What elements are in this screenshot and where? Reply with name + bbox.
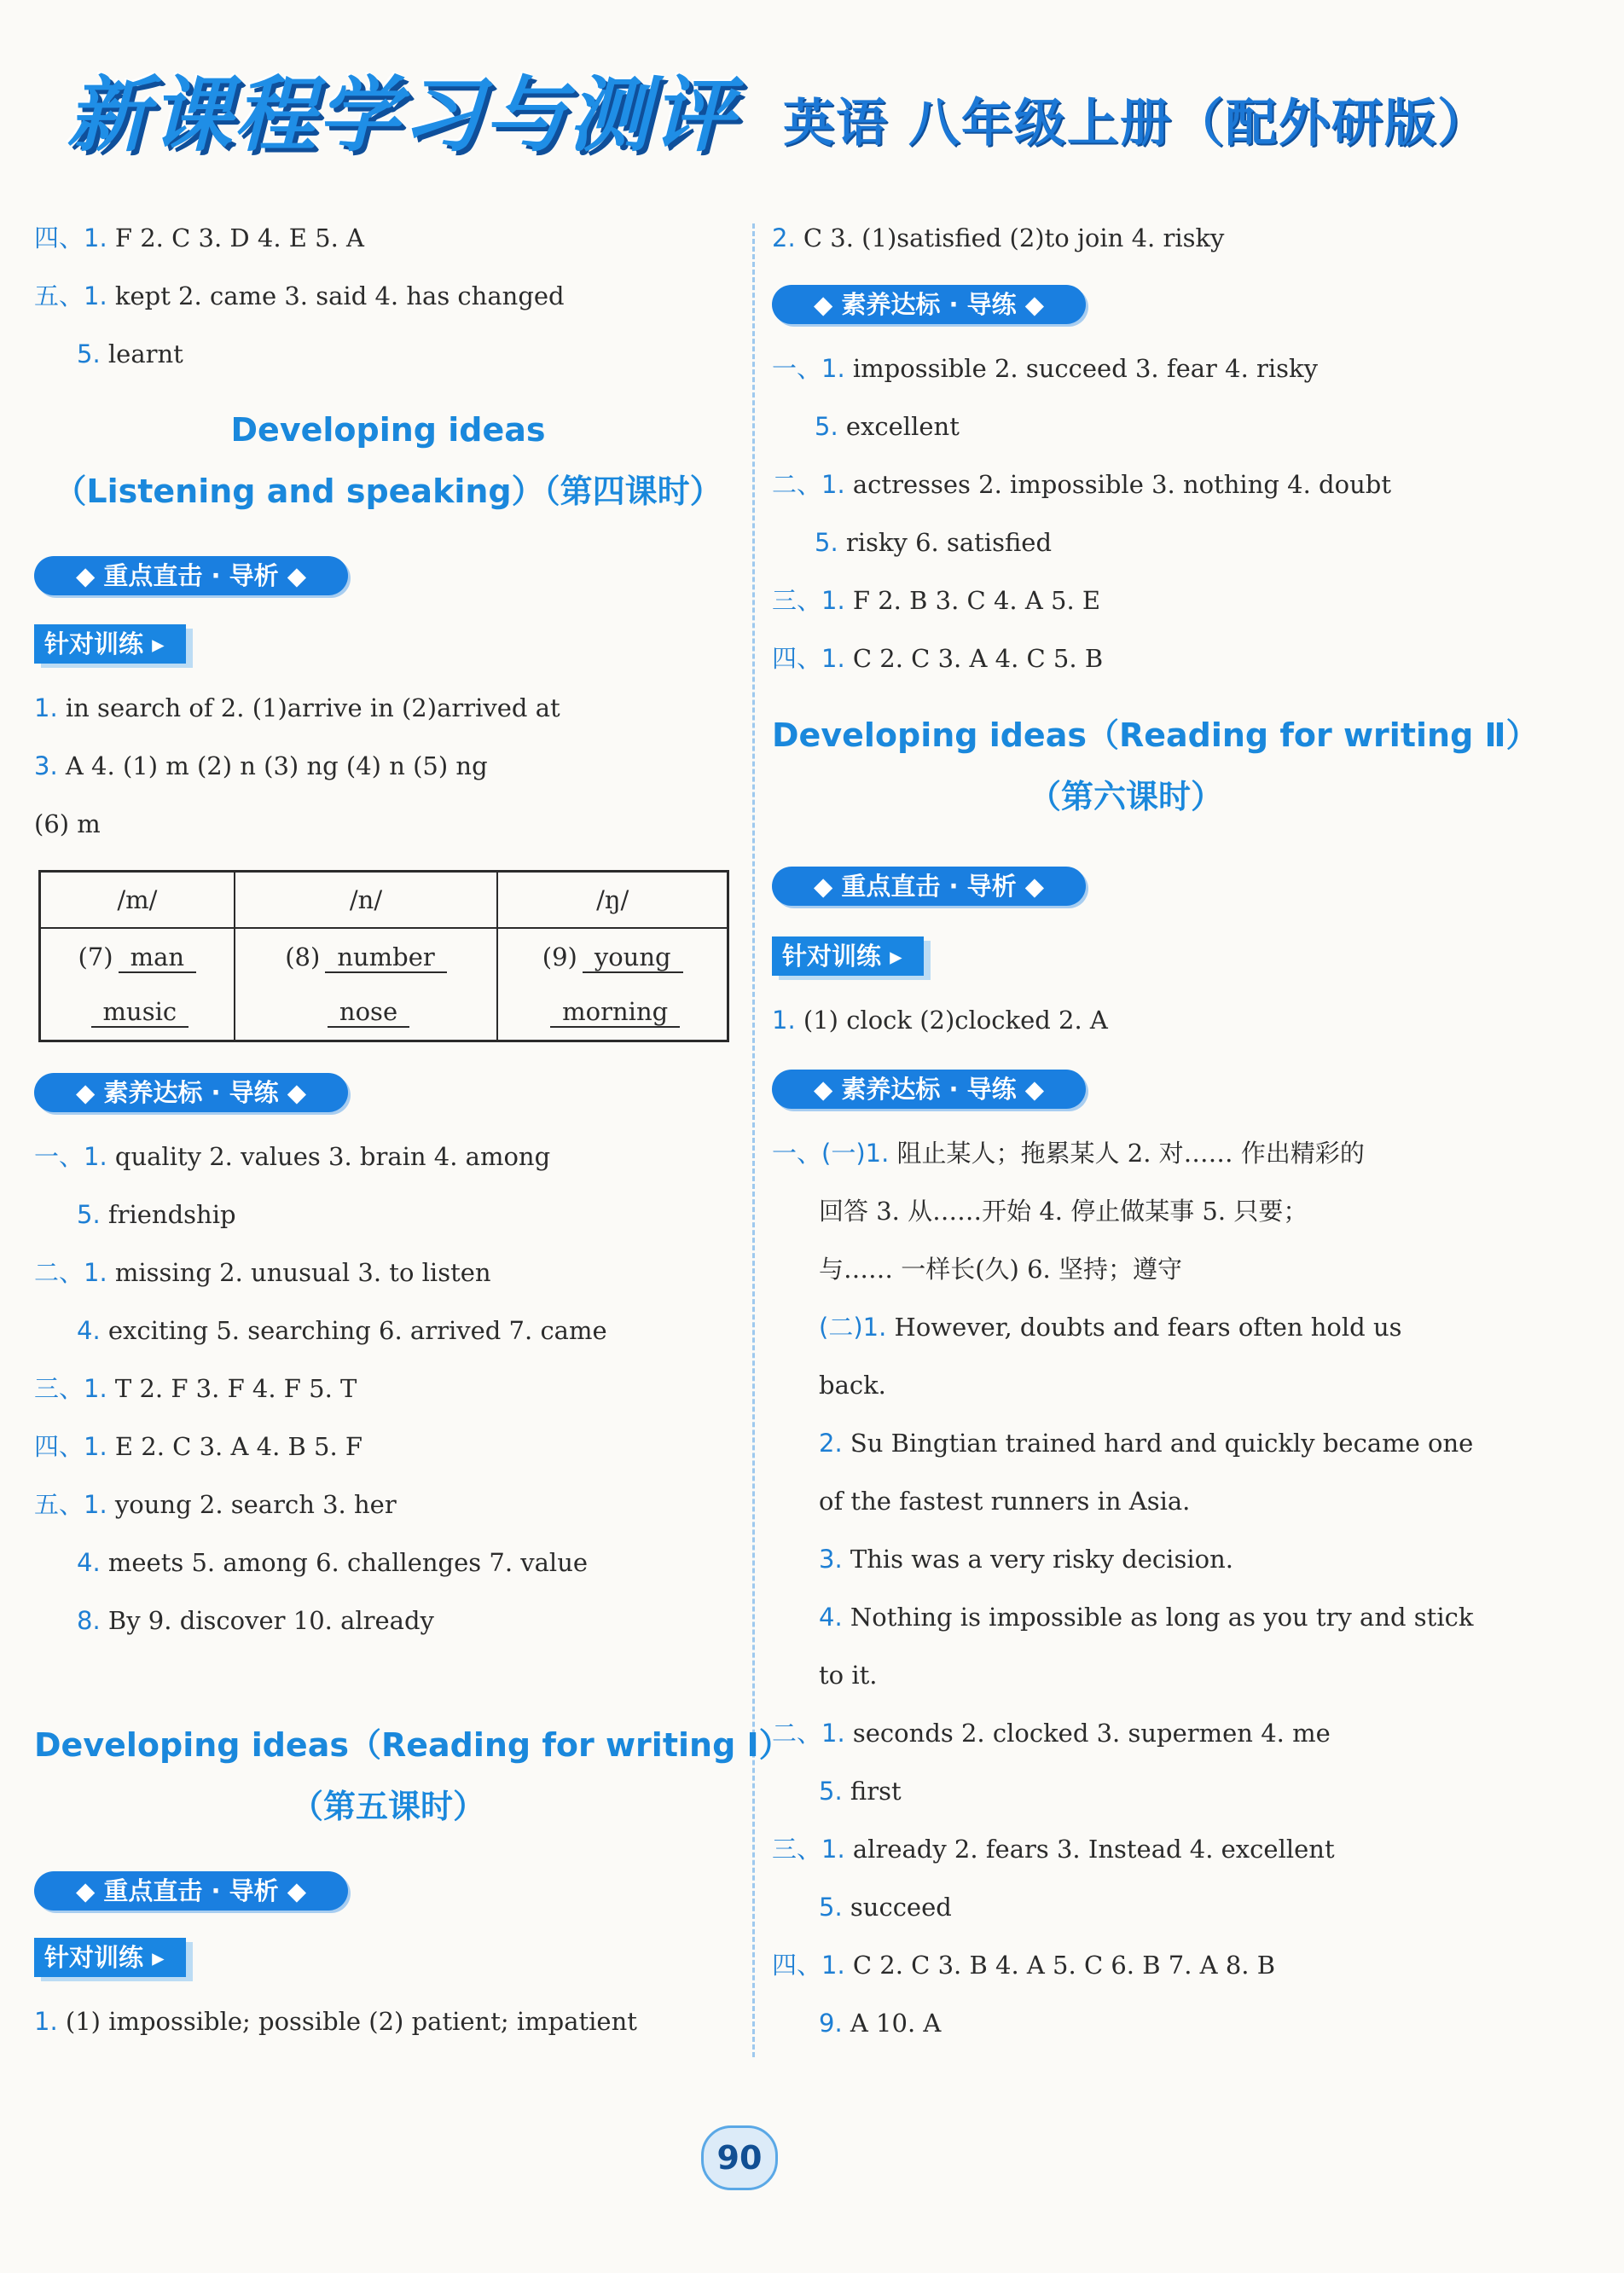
answer-line: 一、(一)1. 阻止某人；拖累某人 2. 对…… 作出精彩的 <box>772 1139 1365 1168</box>
section-pill-practice: ◆ 素养达标 · 导练 ◆ <box>772 1070 1086 1109</box>
column-divider <box>752 223 755 2057</box>
answer-line: 2. Su Bingtian trained hard and quickly became one <box>819 1429 1474 1458</box>
table-cell: (7) man music <box>40 928 235 1041</box>
answer-line: 四、1. E 2. C 3. A 4. B 5. F <box>34 1432 363 1461</box>
answer-line: 5. learnt <box>77 339 183 368</box>
section-subheading: （Listening and speaking）（第四课时） <box>54 473 722 510</box>
table-header: /n/ <box>235 872 498 929</box>
phonetics-table <box>38 870 729 1042</box>
practice-tag: 针对训练 ▸ <box>34 1938 186 1977</box>
practice-tag: 针对训练 ▸ <box>34 624 186 664</box>
answer-line: 1. in search of 2. (1)arrive in (2)arrived at <box>34 693 560 722</box>
section-subheading: （第六课时） <box>1028 778 1223 815</box>
section-pill-key-points: ◆ 重点直击 · 导析 ◆ <box>34 1871 348 1911</box>
answer-line: 五、1. young 2. search 3. her <box>34 1490 397 1519</box>
answer-line: back. <box>819 1371 886 1400</box>
section-heading: Developing ideas（Reading for writing Ⅱ） <box>772 716 1539 754</box>
answer-line: 5. risky 6. satisfied <box>815 528 1053 557</box>
answer-line: 三、1. T 2. F 3. F 4. F 5. T <box>34 1374 357 1403</box>
page-number: 90 <box>701 2125 778 2190</box>
answer-line: 4. Nothing is impossible as long as you try and stick <box>819 1603 1474 1632</box>
answer-line: 二、1. missing 2. unusual 3. to listen <box>34 1258 491 1287</box>
section-pill-practice: ◆ 素养达标 · 导练 ◆ <box>772 285 1086 324</box>
answer-line: 三、1. already 2. fears 3. Instead 4. excellent <box>772 1835 1335 1864</box>
answer-line: to it. <box>819 1661 878 1690</box>
answer-line: 四、1. C 2. C 3. B 4. A 5. C 6. B 7. A 8. B <box>772 1951 1276 1980</box>
answer-line: (二)1. However, doubts and fears often hold us <box>819 1313 1402 1342</box>
answer-line: 一、1. impossible 2. succeed 3. fear 4. risky <box>772 354 1318 383</box>
table-header: /m/ <box>40 872 235 929</box>
answer-line: 三、1. F 2. B 3. C 4. A 5. E <box>772 586 1101 615</box>
table-cell: (9) young morning <box>497 928 728 1041</box>
answer-line: 3. A 4. (1) m (2) n (3) ng (4) n (5) ng <box>34 751 488 780</box>
answer-line: 2. C 3. (1)satisfied (2)to join 4. risky <box>772 223 1225 252</box>
book-subtitle: 英语 八年级上册（配外研版） <box>783 94 1490 154</box>
answer-line: 8. By 9. discover 10. already <box>77 1606 434 1635</box>
answer-line: 回答 3. 从……开始 4. 停止做某事 5. 只要； <box>819 1197 1308 1226</box>
answer-line: 9. A 10. A <box>819 2009 942 2038</box>
answer-line: 1. (1) clock (2)clocked 2. A <box>772 1006 1108 1035</box>
answer-line: 5. first <box>819 1777 902 1806</box>
answer-line: 4. meets 5. among 6. challenges 7. value <box>77 1548 589 1577</box>
section-subheading: （第五课时） <box>290 1788 485 1825</box>
answer-line: 一、1. quality 2. values 3. brain 4. among <box>34 1142 551 1171</box>
answer-line: 与…… 一样长(久) 6. 坚持；遵守 <box>819 1255 1182 1284</box>
table-cell: (8) number nose <box>235 928 498 1041</box>
answer-line: 五、1. kept 2. came 3. said 4. has changed <box>34 281 565 310</box>
section-heading: Developing ideas <box>230 411 546 449</box>
answer-line: 5. excellent <box>815 412 960 441</box>
section-heading: Developing ideas（Reading for writing Ⅰ） <box>34 1726 792 1764</box>
section-pill-key-points: ◆ 重点直击 · 导析 ◆ <box>772 867 1086 906</box>
answer-line: of the fastest runners in Asia. <box>819 1487 1191 1516</box>
answer-line: 5. friendship <box>77 1200 236 1229</box>
table-header: /ŋ/ <box>497 872 728 929</box>
answer-line: 4. exciting 5. searching 6. arrived 7. came <box>77 1316 607 1345</box>
page-header <box>0 0 1624 196</box>
answer-line: 四、1. F 2. C 3. D 4. E 5. A <box>34 223 364 252</box>
answer-line: 1. (1) impossible; possible (2) patient; impatient <box>34 2007 637 2036</box>
answer-line: 5. succeed <box>819 1893 952 1922</box>
answer-line: 3. This was a very risky decision. <box>819 1545 1233 1574</box>
section-pill-key-points: ◆ 重点直击 · 导析 ◆ <box>34 556 348 595</box>
book-brand-title: 新课程学习与测评 <box>67 67 735 163</box>
answer-line: (6) m <box>34 809 101 838</box>
answer-line: 四、1. C 2. C 3. A 4. C 5. B <box>772 644 1104 673</box>
answer-line: 二、1. seconds 2. clocked 3. supermen 4. me <box>772 1719 1331 1748</box>
answer-line: 二、1. actresses 2. impossible 3. nothing 4. doubt <box>772 470 1391 499</box>
practice-tag: 针对训练 ▸ <box>772 936 924 976</box>
section-pill-practice: ◆ 素养达标 · 导练 ◆ <box>34 1073 348 1112</box>
